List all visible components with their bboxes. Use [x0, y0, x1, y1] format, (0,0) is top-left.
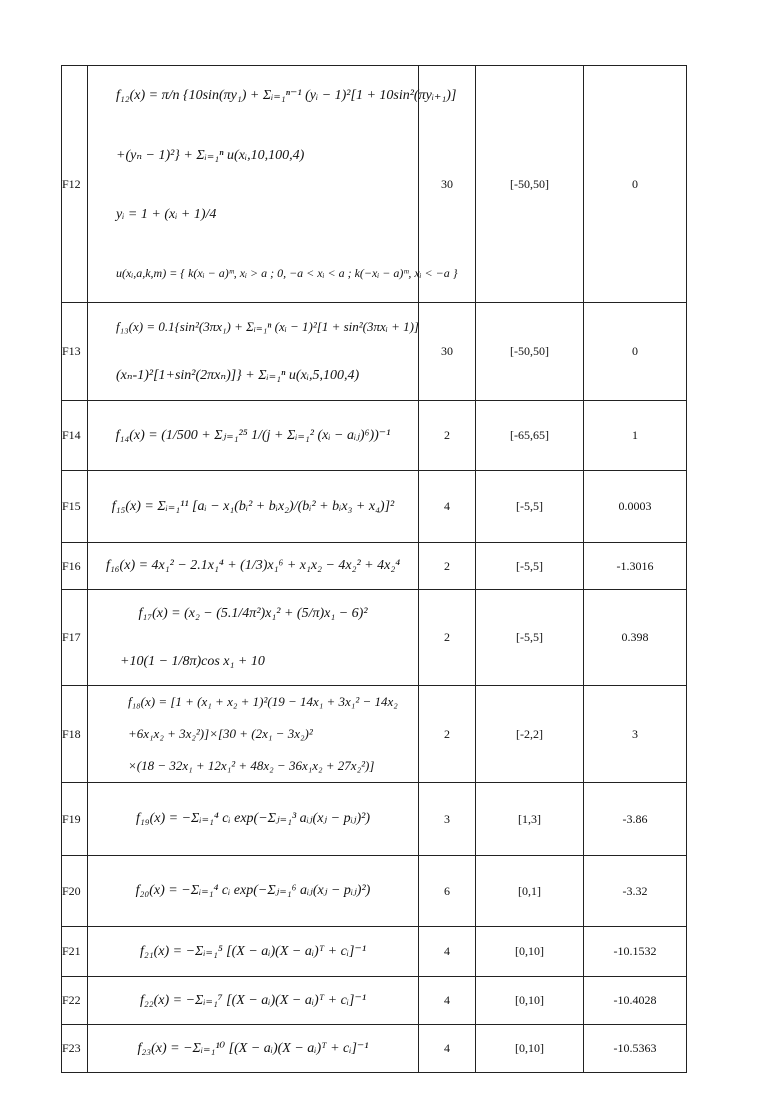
fmin-cell: 0.0003: [584, 471, 687, 543]
function-id: F22: [62, 977, 88, 1025]
dimension-cell: 4: [419, 977, 476, 1025]
dimension-cell: 2: [419, 590, 476, 686]
fmin-cell: 0.398: [584, 590, 687, 686]
fmin-cell: 0: [584, 303, 687, 401]
dimension-cell: 4: [419, 927, 476, 977]
table-row: [62, 401, 687, 471]
function-id: F14: [62, 401, 88, 471]
fmin-cell: 3: [584, 686, 687, 783]
fmin-cell: -3.32: [584, 856, 687, 927]
formula-line: +(yₙ − 1)²} + Σᵢ₌₁ⁿ u(xᵢ,10,100,4): [116, 147, 305, 163]
fmin-cell: 0: [584, 66, 687, 303]
dimension-cell: 2: [419, 543, 476, 590]
function-formula: [88, 927, 419, 977]
range-cell: [-50,50]: [476, 66, 584, 303]
function-formula: [88, 471, 419, 543]
function-formula: [88, 543, 419, 590]
table-row: [62, 303, 687, 401]
table-row: [62, 66, 687, 303]
dimension-cell: 6: [419, 856, 476, 927]
formula-line: f₂₀(x) = −Σᵢ₌₁⁴ cᵢ exp(−Σⱼ₌₁⁶ aᵢⱼ(xⱼ − pᵢⱼ)²): [135, 883, 371, 899]
range-cell: [-65,65]: [476, 401, 584, 471]
fmin-cell: -3.86: [584, 783, 687, 856]
table-row: [62, 783, 687, 856]
dimension-cell: 2: [419, 686, 476, 783]
range-cell: [1,3]: [476, 783, 584, 856]
function-id: F20: [62, 856, 88, 927]
fmin-cell: -10.1532: [584, 927, 687, 977]
dimension-cell: 3: [419, 783, 476, 856]
formula-line: ×(18 − 32x₁ + 12x₁² + 48x₂ − 36x₁x₂ + 27x₂²)]: [128, 757, 375, 773]
function-id: F16: [62, 543, 88, 590]
range-cell: [-5,5]: [476, 471, 584, 543]
fmin-cell: -10.4028: [584, 977, 687, 1025]
table-row: [62, 1025, 687, 1073]
function-id: F19: [62, 783, 88, 856]
dimension-cell: 4: [419, 1025, 476, 1073]
function-formula: [88, 686, 419, 783]
formula-line: f₁₃(x) = 0.1{sin²(3πx₁) + Σᵢ₌₁ⁿ (xᵢ − 1)²[1 + sin²(3πxᵢ + 1)]: [116, 318, 419, 334]
fmin-cell: 1: [584, 401, 687, 471]
formula-line: +10(1 − 1/8π)cos x₁ + 10: [120, 653, 265, 669]
table-row: [62, 856, 687, 927]
function-formula: [88, 401, 419, 471]
formula-line: f₁₆(x) = 4x₁² − 2.1x₁⁴ + (1/3)x₁⁶ + x₁x₂ − 4x₂² + 4x₂⁴: [105, 558, 401, 574]
formula-line: f₁₈(x) = [1 + (x₁ + x₂ + 1)²(19 − 14x₁ + 3x₁² − 14x₂: [128, 693, 398, 709]
formula-line: +6x₁x₂ + 3x₂²)]×[30 + (2x₁ − 3x₂)²: [128, 725, 313, 741]
formula-line: f₂₂(x) = −Σᵢ₌₁⁷ [(X − aᵢ)(X − aᵢ)ᵀ + cᵢ]⁻¹: [139, 992, 367, 1008]
benchmark-table: [61, 65, 687, 1073]
function-formula: [88, 856, 419, 927]
fmin-cell: -1.3016: [584, 543, 687, 590]
function-id: F12: [62, 66, 88, 303]
fmin-cell: -10.5363: [584, 1025, 687, 1073]
function-formula: [88, 303, 419, 401]
table-row: [62, 471, 687, 543]
table-row: [62, 590, 687, 686]
function-id: F21: [62, 927, 88, 977]
formula-line: f₂₃(x) = −Σᵢ₌₁¹⁰ [(X − aᵢ)(X − aᵢ)ᵀ + cᵢ]⁻¹: [137, 1040, 369, 1056]
dimension-cell: 4: [419, 471, 476, 543]
range-cell: [0,10]: [476, 927, 584, 977]
function-formula: [88, 590, 419, 686]
function-formula: [88, 977, 419, 1025]
formula-line: f₁₉(x) = −Σᵢ₌₁⁴ cᵢ exp(−Σⱼ₌₁³ aᵢⱼ(xⱼ − pᵢⱼ)²): [135, 811, 371, 827]
function-id: F18: [62, 686, 88, 783]
table-row: [62, 977, 687, 1025]
formula-line: f₁₇(x) = (x₂ − (5.1/4π²)x₁² + (5/π)x₁ − 6)²: [138, 606, 368, 621]
function-formula: [88, 783, 419, 856]
range-cell: [0,10]: [476, 977, 584, 1025]
function-id: F17: [62, 590, 88, 686]
formula-line: u(xᵢ,a,k,m) = { k(xᵢ − a)ᵐ, xᵢ > a ; 0, −a < xᵢ < a ; k(−xᵢ − a)ᵐ, xᵢ < −a }: [116, 265, 458, 280]
range-cell: [0,1]: [476, 856, 584, 927]
table-row: [62, 686, 687, 783]
dimension-cell: 30: [419, 66, 476, 303]
range-cell: [-50,50]: [476, 303, 584, 401]
function-id: F23: [62, 1025, 88, 1073]
dimension-cell: 30: [419, 303, 476, 401]
formula-line: (xₙ-1)²[1+sin²(2πxₙ)]} + Σᵢ₌₁ⁿ u(xᵢ,5,100,4): [116, 367, 360, 383]
formula-line: yᵢ = 1 + (xᵢ + 1)/4: [116, 207, 217, 223]
dimension-cell: 2: [419, 401, 476, 471]
range-cell: [-5,5]: [476, 590, 584, 686]
range-cell: [-2,2]: [476, 686, 584, 783]
function-formula: [88, 1025, 419, 1073]
range-cell: [-5,5]: [476, 543, 584, 590]
range-cell: [0,10]: [476, 1025, 584, 1073]
table-row: [62, 927, 687, 977]
formula-line: f₁₄(x) = (1/500 + Σⱼ₌₁²⁵ 1/(j + Σᵢ₌₁² (xᵢ − aᵢⱼ)⁶))⁻¹: [115, 427, 391, 443]
formula-line: f₁₂(x) = π/n {10sin(πy₁) + Σᵢ₌₁ⁿ⁻¹ (yᵢ − 1)²[1 + 10sin²(πyᵢ₊₁)]: [116, 88, 457, 104]
function-id: F13: [62, 303, 88, 401]
formula-line: f₁₅(x) = Σᵢ₌₁¹¹ [aᵢ − x₁(bᵢ² + bᵢx₂)/(bᵢ² + bᵢx₃ + x₄)]²: [111, 498, 395, 514]
formula-line: f₂₁(x) = −Σᵢ₌₁⁵ [(X − aᵢ)(X − aᵢ)ᵀ + cᵢ]⁻¹: [139, 943, 367, 959]
function-id: F15: [62, 471, 88, 543]
table-row: [62, 543, 687, 590]
